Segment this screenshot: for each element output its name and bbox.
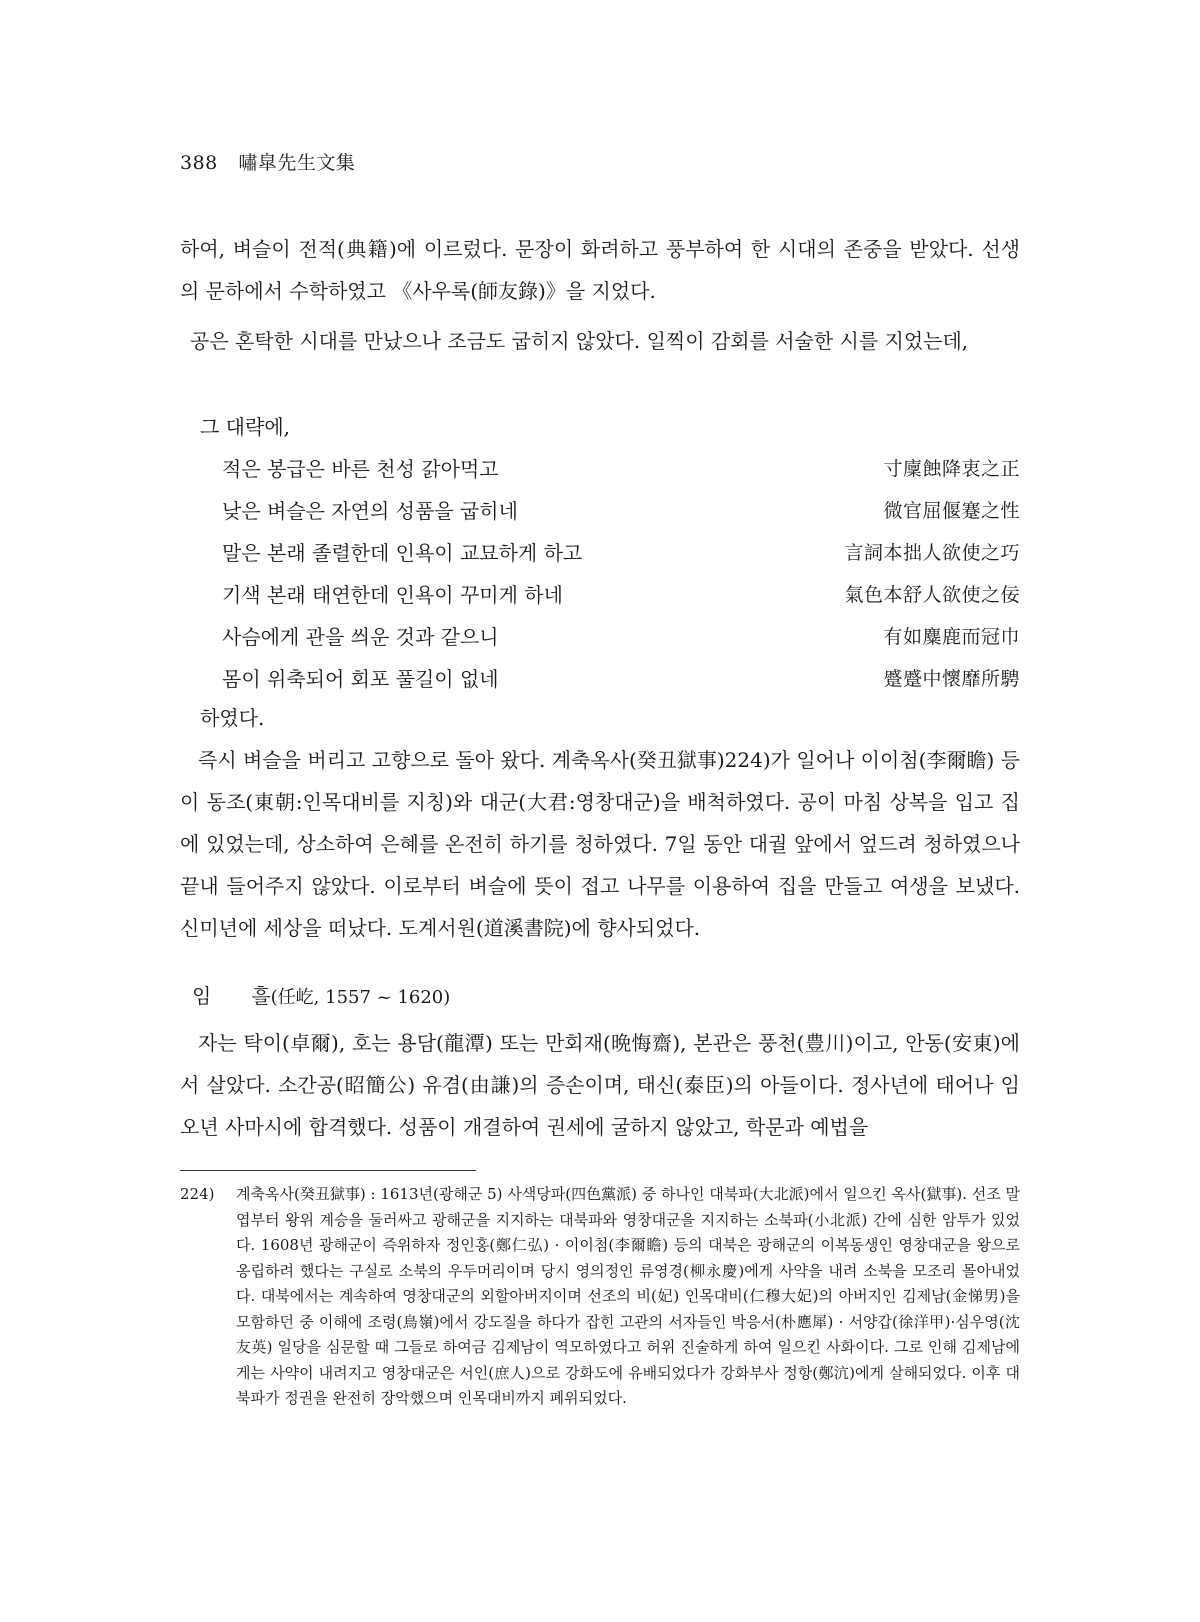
paragraph-6: 자는 탁이(卓爾), 호는 용담(龍潭) 또는 만회재(晩悔齋), 본관은 풍천(豊川)이고, 안동(安東)에서 살았다. 소간공(昭簡公) 유겸(由謙)의 증손이며, 태신(泰臣)의 아들이다. 정사년에 태어나 임오년 사마시에 합격했다. 성품이 개결하여 권세에 굴하지 않았고, 학문과 예법을 bbox=[180, 1031, 1020, 1139]
paragraph-2: 공은 혼탁한 시대를 만났으나 조금도 굽히지 않았다. 일찍이 감회를 서술한 시를 지었는데, bbox=[190, 329, 969, 353]
poem-line bbox=[222, 530, 1020, 572]
section-name-first: 임 bbox=[192, 984, 212, 1008]
poem-korean: 적은 봉급은 바른 천성 갉아먹고 bbox=[222, 456, 499, 481]
poem-line bbox=[222, 614, 1020, 656]
poem-korean: 말은 본래 졸렬한데 인욕이 교묘하게 하고 bbox=[222, 540, 583, 565]
poem-line bbox=[222, 446, 1020, 488]
poem-block bbox=[222, 446, 1020, 698]
poem-hanja: 微官屈偃蹇之性 bbox=[883, 499, 1020, 522]
paragraph-1: 하여, 벼슬이 전적(典籍)에 이르렀다. 문장이 화려하고 풍부하여 한 시대의 존중을 받았다. 선생의 문하에서 수학하였고 《사우록(師友錄)》을 지었다. bbox=[180, 237, 1020, 303]
book-title: 嘯皐先生文集 bbox=[238, 152, 356, 174]
footnote-text: 계축옥사(癸丑獄事) : 1613년(광해군 5) 사색당파(四色黨派) 중 하나인 대북파(大北派)에서 일으킨 옥사(獄事). 선조 말엽부터 왕위 계승을 둘러싸고 광해군을 지지하는 대북파와 영창대군을 지지하는 소북파(小北派) 간에 심한 암투가 있었다. 1608년 광해군이 즉위하자 정인홍(鄭仁弘) · 이이첨(李爾瞻) 등의 대북은 광해군의 이복동생인 영창대군을 왕으로 옹립하려 했다는 구실로 소북의 우두머리이며 당시 영의정인 류영경(柳永慶)에게 사약을 내려 소북을 모조리 몰아내었다. 대북에서는 계속하여 영창대군의 외할아버지이며 선조의 비(妃) 인목대비(仁穆大妃)의 아버지인 김제남(金悌男)을 모함하던 중 이해에 조령(鳥嶺)에서 강도질을 하다가 잡힌 고관의 서자들인 박응서(朴應犀) · 서양갑(徐洋甲)·심우영(沈友英) 일당을 심문할 때 그들로 하여금 김제남이 역모하였다고 허위 진술하게 하여 일으킨 사화이다. 그로 인해 김제남에게는 사약이 내려지고 영창대군은 서인(庶人)으로 강화도에 유배되었다가 강화부사 정항(鄭沆)에게 살해되었다. 이후 대북파가 정권을 완전히 장악했으며 인목대비까지 폐위되었다. bbox=[236, 1185, 1020, 1407]
poem-korean: 기색 본래 태연한데 인욕이 꾸미게 하네 bbox=[222, 582, 563, 607]
section-heading bbox=[192, 980, 450, 1009]
poem-korean: 낮은 벼슬은 자연의 성품을 굽히네 bbox=[222, 498, 518, 523]
poem-korean: 몸이 위축되어 회포 풀길이 없네 bbox=[222, 666, 499, 691]
footnote-number: 224) bbox=[180, 1185, 215, 1203]
poem-hanja: 氣色本舒人欲使之佞 bbox=[844, 583, 1020, 606]
poem-hanja: 蹙蹙中懷靡所騁 bbox=[883, 667, 1020, 690]
section-name-second: 흘 bbox=[251, 984, 271, 1008]
paragraph-5: 즉시 벼슬을 버리고 고향으로 돌아 왔다. 계축옥사(癸丑獄事)224)가 일어나 이이첨(李爾瞻) 등이 동조(東朝:인목대비를 지칭)와 대군(大君:영창대군)을 배척하였다. 공이 마침 상복을 입고 집에 있었는데, 상소하여 은혜를 온전히 하기를 청하였다. 7일 동안 대궐 앞에서 엎드려 청하였으나 끝내 들어주지 않았다. 이로부터 벼슬에 뜻이 접고 나무를 이용하여 집을 만들고 여생을 보냈다. 신미년에 세상을 떠났다. 도계서원(道溪書院)에 향사되었다. bbox=[180, 748, 1020, 940]
poem-intro: 그 대략에, bbox=[200, 415, 290, 439]
poem-outro: 하였다. bbox=[200, 706, 265, 730]
section-meta: (任屹, 1557 ~ 1620) bbox=[270, 987, 451, 1008]
poem-hanja: 言詞本拙人欲使之巧 bbox=[844, 541, 1020, 564]
poem-hanja: 寸廩蝕降衷之正 bbox=[883, 457, 1020, 480]
poem-line bbox=[222, 488, 1020, 530]
poem-korean: 사슴에게 관을 씌운 것과 같으니 bbox=[222, 624, 499, 649]
poem-line bbox=[222, 656, 1020, 698]
footnote bbox=[180, 1182, 1020, 1412]
footnote-divider bbox=[180, 1170, 476, 1171]
poem-line bbox=[222, 572, 1020, 614]
page-number: 388 bbox=[180, 152, 218, 174]
poem-hanja: 有如麋鹿而冠巾 bbox=[883, 625, 1020, 648]
page-header bbox=[180, 148, 355, 175]
